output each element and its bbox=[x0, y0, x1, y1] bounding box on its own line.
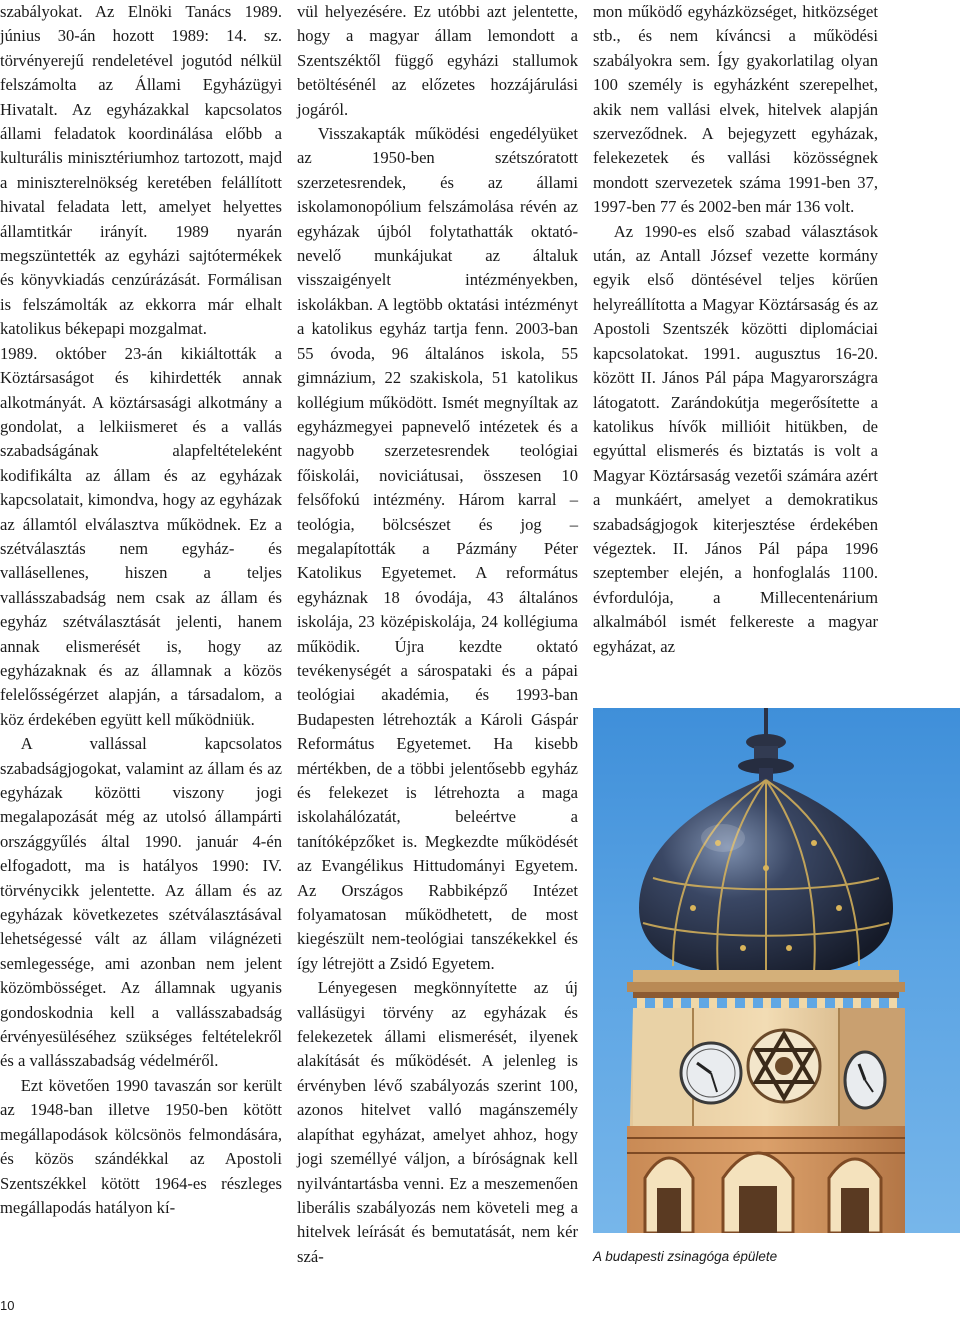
text-column-2 bbox=[297, 0, 578, 1269]
synagogue-photo bbox=[593, 708, 960, 1233]
page-number: 10 bbox=[0, 1298, 15, 1313]
clock-left bbox=[681, 1043, 741, 1103]
onion-dome bbox=[639, 778, 893, 976]
text-column-1 bbox=[0, 0, 282, 1220]
cornice bbox=[627, 970, 905, 1008]
paragraph: szabályokat. Az Elnöki Tanács 1989. június 30-án hozott 1989: 14. sz. törvényerejű rendeletével jogutód nélkül felszámolta az Állami Egyházügyi Hivatalt. Az egyházakkal kapcsolatos állami feladatok koordinálása előbb a kulturális minisztériumhoz tartozott, majd a miniszterelnökség keretében felállított hivatal feladata lett, amelyet helyettes államtitkár irányít. 1989 nyarán megszüntették az egyházi sajtótermékek és könyvkiadás cenzúrázását. Formálisan is felszámolták az ekkorra már elhalt katolikus békepapi mozgalmat. bbox=[0, 2, 282, 339]
finial bbox=[738, 708, 794, 784]
paragraph: Visszakapták működési engedélyüket az 1950-ben szétszóratott szerzetesrendek, és az állami iskolamonopólium felszámolása révén az egyházak újból folytathatták oktató-nevelő munkájukat az általuk visszaigényelt intézményekben, iskolákban. A legtöbb oktatási intézményt a katolikus egyház tartja fenn. 2003-ban 55 óvoda, 96 általános iskola, 55 gimnázium, 22 szakiskola, 51 katolikus kollégium működött. Ismét megnyíltak az egyházmegyei papnevelő intézetek és a nagyobb szerzetesrendek teológiai főiskolái, noviciátusai, összesen 10 felsőfokú intézmény. Három karral – teológia, bölcsészet és jog – megalapították a Pázmány Péter Katolikus Egyetemet. A református egyháznak 18 óvodája, 43 általános iskolája, 23 középiskolája, 24 kollégiuma működik. Újra kezdte oktató tevékenységét a sárospataki és a pápai teológiai akadémia, és 1993-ban Budapesten létrehozták a Károli Gáspár Református Egyetemet. Ha kisebb mértékben, de a többi jelentősebb egyház és felekezet is létrehozta a maga iskolahálózatát, beleértve a tanítóképzőket is. Megkezdte működését az Evangélikus Hittudományi Egyetem. Az Országos Rabbiképző Intézet folyamatosan működhetett, de most kiegészült nem-teológiai tanszékekkel és így létrejött a Zsidó Egyetem. bbox=[297, 124, 578, 973]
paragraph: Lényegesen megkönnyítette az új vallásügyi törvény az egyházak és felekezetek állami elismerését, ilyenek alakítását és működését. A jelenleg is érvényben lévő szabályozás szerint 100, azonos hitelvet valló magánszemély alapíthat egyházat, amelyet ahhoz, hogy jogi személlyé váljon, a bíróságnak kell nyilvántartásba venni. Ez a meszemenően liberális szabályozás nem követeli meg a hitelvek leírását és bemutatását, nem kér szá- bbox=[297, 978, 578, 1266]
clock-right bbox=[845, 1052, 885, 1108]
paragraph: Az 1990-es első szabad választások után, az Antall József vezette kormány egyik első döntésével teljes körűen helyreállította a Magyar Köztársaság és az Apostoli Szentszék közötti diplomáciai kapcsolatokat. 1991. augusztus 16-20. között II. János Pál pápa Magyarországra látogatott. Zarándokútja megerősítette a katolikus hívők millióit hitükben, de egyúttal elismerés és biztatás is volt a Magyar Köztársaság vezetői számára azért a munkáért, amelyet a demokratikus szabadságjogok kiterjesztése érdekében végeztek. II. János Pál pápa 1996 szeptember elején, a honfoglalás 1100. évfordulója, a Millecentenárium alkalmából ismét felkereste a magyar egyházat, az bbox=[593, 221, 878, 656]
paragraph: A vallással kapcsolatos szabadságjogokat, valamint az állam és az egyházak közötti viszony jogi megalapozását még az utolsó állampárti országgyűlés által 1990. január 4-én elfogadott, ma is hatályos 1990: IV. törvénycikk jelentette. Az állam és az egyházak következetes szétválasztásával lehetségessé vált az állam világnézeti semlegessége, ami azonban nem jelent közömbösséget. Az államnak ugyanis gondoskodnia kell a vallásszabadság érvényesüléséhez szükséges feltételekről és a vallásszabadság védelméről. bbox=[0, 734, 282, 1071]
paragraph: Ezt követően 1990 tavaszán sor került az 1948-ban illetve 1950-ben kötött megállapodások kölcsönös felmondására, és közös szándékkal az Apostoli Szentszékkel kötött 1964-es részleges megállapodás hatályon kí- bbox=[0, 1075, 282, 1217]
photo-caption: A budapesti zsinagóga épülete bbox=[593, 1249, 778, 1264]
text-column-3 bbox=[593, 0, 878, 659]
paragraph: mon működő egyházközséget, hitközséget stb., és nem kíváncsi a működési szabályokra sem. Így gyakorlatilag olyan 100 személy is egyházként szerepelhet, akik nem vallási elvek, hitelvek alapján szerveződnek. A bejegyzett egyházak, felekezetek és vallási közösségnek mondott szervezetek száma 1991-ben 37, 1997-ben 77 és 2002-ben már 136 volt. bbox=[593, 2, 878, 217]
arched-windows bbox=[627, 1126, 905, 1233]
paragraph: 1989. október 23-án kikiáltották a Köztársaságot és kihirdették annak alkotmányát. A köztársasági alkotmány a gondolat, a lelkiismeret és a vallás szabadságának alapfeltételeként kodifikálta az állam és az egyházak kapcsolatait, kimondva, hogy az egyházak az államtól elválasztva működnek. Ez a szétválasztás nem egyház- és vallásellenes, hiszen a teljes vallásszabadság nem csak az állam és egyház szétválasztását jelenti, hanem annak elismerését is, hogy az egyházaknak és az államnak a közös felelősségérzet alapján, a társadalom, a köz érdekében együtt kell működniük. bbox=[0, 343, 282, 729]
paragraph: vül helyezésére. Ez utóbbi azt jelentette, hogy a magyar állam lemondott a Szentszéktől függő egyházi stallumok betöltésénél az előzetes hozzájárulási jogáról. bbox=[297, 2, 578, 119]
star-of-david-window bbox=[748, 1030, 820, 1102]
